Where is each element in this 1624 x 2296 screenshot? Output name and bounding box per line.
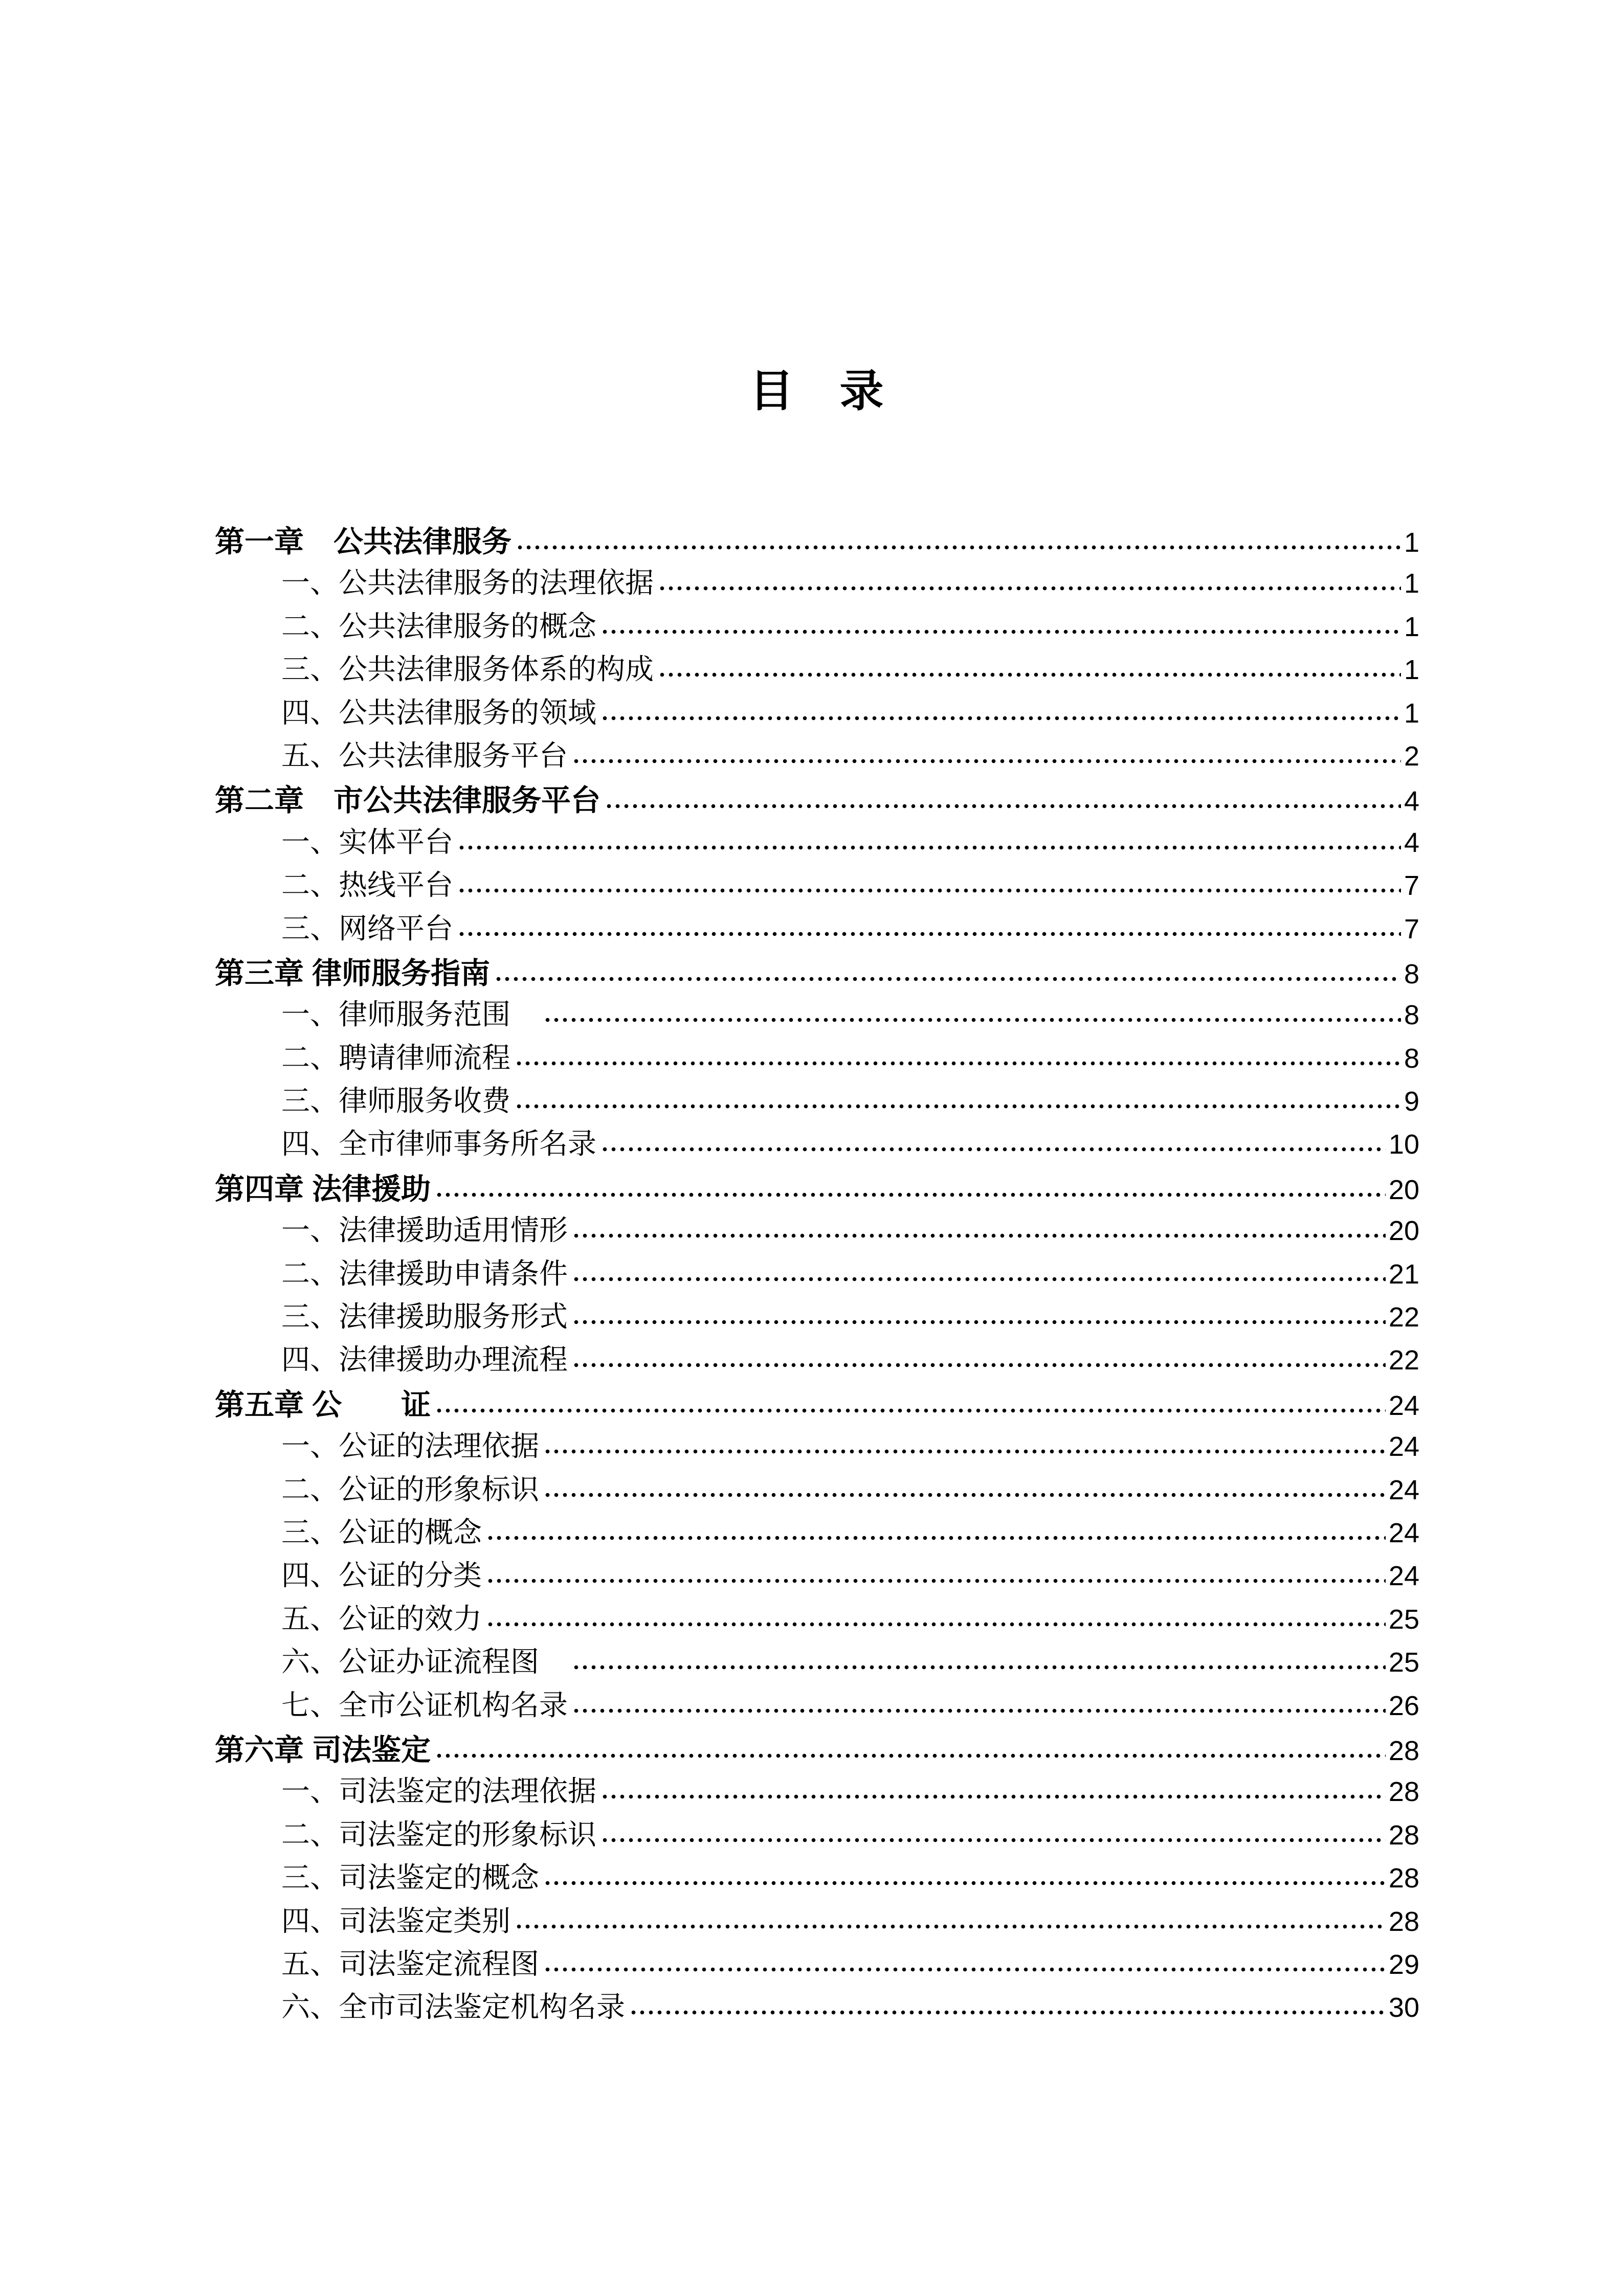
toc-entry[interactable] bbox=[215, 1165, 1419, 1208]
toc-leader-dots bbox=[572, 1319, 1386, 1325]
toc-leader-dots bbox=[572, 758, 1401, 764]
toc-entry-label: 第六章 司法鉴定 bbox=[215, 1733, 431, 1767]
toc-entry-page: 8 bbox=[1404, 958, 1419, 989]
toc-entry-label: 一、实体平台 bbox=[281, 826, 453, 859]
toc-entry[interactable] bbox=[215, 1510, 1419, 1553]
toc-entry-label: 五、公共法律服务平台 bbox=[281, 740, 568, 772]
toc-leader-dots bbox=[516, 544, 1401, 551]
toc-entry[interactable] bbox=[215, 1726, 1419, 1769]
toc-entry-label: 第三章 律师服务指南 bbox=[215, 956, 491, 990]
toc-leader-dots bbox=[600, 1146, 1386, 1153]
toc-entry-page: 8 bbox=[1404, 1043, 1419, 1074]
toc-entry-label: 六、全市司法鉴定机构名录 bbox=[281, 1992, 625, 2024]
toc-entry-label: 三、司法鉴定的概念 bbox=[281, 1862, 539, 1895]
toc-entry[interactable] bbox=[215, 690, 1419, 733]
toc-entry[interactable] bbox=[215, 949, 1419, 992]
toc-entry-page: 1 bbox=[1404, 655, 1419, 686]
toc-entry-label: 一、公证的法理依据 bbox=[281, 1431, 539, 1463]
toc-entry-page: 28 bbox=[1388, 1735, 1419, 1766]
toc-leader-dots bbox=[486, 1578, 1386, 1584]
toc-entry-label: 一、法律援助适用情形 bbox=[281, 1215, 568, 1247]
toc-entry-page: 8 bbox=[1404, 1000, 1419, 1031]
toc-entry-page: 24 bbox=[1388, 1474, 1419, 1505]
toc-leader-dots bbox=[486, 1535, 1386, 1541]
toc-entry[interactable] bbox=[215, 1639, 1419, 1682]
toc-leader-dots bbox=[435, 1407, 1386, 1414]
toc-entry-label: 第一章 公共法律服务 bbox=[215, 525, 512, 558]
toc-entry-label: 第四章 法律援助 bbox=[215, 1172, 431, 1206]
toc-entry-page: 20 bbox=[1388, 1215, 1419, 1247]
toc-entry[interactable] bbox=[215, 1036, 1419, 1078]
toc-entry-label: 二、热线平台 bbox=[281, 870, 453, 902]
toc-entry[interactable] bbox=[215, 1424, 1419, 1467]
toc-entry-label: 二、法律援助申请条件 bbox=[281, 1258, 568, 1290]
toc-entry-page: 30 bbox=[1388, 1992, 1419, 2023]
toc-leader-dots bbox=[515, 1060, 1401, 1067]
toc-entry-page: 7 bbox=[1404, 870, 1419, 902]
toc-entry[interactable] bbox=[215, 1121, 1419, 1164]
toc-entry[interactable] bbox=[215, 1208, 1419, 1251]
toc-entry[interactable] bbox=[215, 820, 1419, 863]
toc-leader-dots bbox=[457, 887, 1401, 894]
toc-entry[interactable] bbox=[215, 1337, 1419, 1380]
toc-entry-page: 7 bbox=[1404, 913, 1419, 944]
toc-entry[interactable] bbox=[215, 1553, 1419, 1596]
toc-entry[interactable] bbox=[215, 647, 1419, 690]
toc-entry-label: 三、律师服务收费 bbox=[281, 1086, 510, 1118]
toc-entry-page: 24 bbox=[1388, 1390, 1419, 1421]
toc-entry[interactable] bbox=[215, 1078, 1419, 1121]
toc-entry-label: 第五章 公 证 bbox=[215, 1388, 431, 1422]
toc-entry-label: 二、公共法律服务的概念 bbox=[281, 611, 596, 643]
toc-entry-page: 4 bbox=[1404, 786, 1419, 817]
toc-entry[interactable] bbox=[215, 863, 1419, 906]
toc-entry[interactable] bbox=[215, 560, 1419, 603]
toc-leader-dots bbox=[572, 1276, 1386, 1282]
toc-entry-page: 28 bbox=[1388, 1863, 1419, 1894]
toc-leader-dots bbox=[543, 1448, 1386, 1455]
toc-leader-dots bbox=[572, 1232, 1386, 1239]
toc-entry-page: 28 bbox=[1388, 1819, 1419, 1851]
toc-entry[interactable] bbox=[215, 776, 1419, 819]
toc-leader-dots bbox=[435, 1191, 1386, 1198]
toc-entry-label: 三、公共法律服务体系的构成 bbox=[281, 654, 654, 686]
toc-entry[interactable] bbox=[215, 906, 1419, 949]
toc-entry-page: 4 bbox=[1404, 827, 1419, 858]
toc-leader-dots bbox=[572, 1664, 1386, 1671]
toc-entry-page: 9 bbox=[1404, 1086, 1419, 1117]
toc-entry-page: 28 bbox=[1388, 1776, 1419, 1808]
toc-leader-dots bbox=[658, 585, 1401, 592]
toc-leader-dots bbox=[515, 1103, 1401, 1110]
toc-entry-page: 25 bbox=[1388, 1604, 1419, 1635]
page-title: 目 录 bbox=[749, 367, 885, 416]
toc-entry-page: 1 bbox=[1404, 568, 1419, 599]
toc-leader-dots bbox=[572, 1362, 1386, 1368]
toc-entry[interactable] bbox=[215, 1985, 1419, 2028]
toc-entry-label: 四、全市律师事务所名录 bbox=[281, 1129, 596, 1161]
table-of-contents bbox=[215, 517, 1419, 2028]
toc-entry-page: 22 bbox=[1388, 1345, 1419, 1376]
toc-leader-dots bbox=[600, 1837, 1386, 1843]
toc-entry-label: 三、公证的概念 bbox=[281, 1517, 482, 1549]
toc-entry-page: 25 bbox=[1388, 1647, 1419, 1678]
toc-entry-label: 四、公证的分类 bbox=[281, 1560, 482, 1592]
toc-entry-page: 1 bbox=[1404, 611, 1419, 642]
toc-entry-page: 10 bbox=[1388, 1129, 1419, 1160]
toc-entry-label: 四、司法鉴定类别 bbox=[281, 1905, 510, 1938]
toc-entry[interactable] bbox=[215, 992, 1419, 1035]
toc-entry-page: 29 bbox=[1388, 1949, 1419, 1980]
toc-entry-label: 六、公证办证流程图 bbox=[281, 1647, 568, 1679]
toc-entry-label: 四、公共法律服务的领域 bbox=[281, 697, 596, 729]
toc-entry-label: 三、法律援助服务形式 bbox=[281, 1301, 568, 1334]
toc-entry-page: 21 bbox=[1388, 1258, 1419, 1290]
toc-entry-label: 五、司法鉴定流程图 bbox=[281, 1948, 539, 1980]
toc-leader-dots bbox=[494, 976, 1401, 982]
toc-leader-dots bbox=[600, 715, 1401, 722]
toc-leader-dots bbox=[543, 1880, 1386, 1886]
toc-entry[interactable] bbox=[215, 1467, 1419, 1510]
toc-entry[interactable] bbox=[215, 604, 1419, 647]
toc-entry-page: 26 bbox=[1388, 1690, 1419, 1721]
toc-entry-label: 四、法律援助办理流程 bbox=[281, 1344, 568, 1377]
toc-entry-page: 24 bbox=[1388, 1561, 1419, 1592]
toc-leader-dots bbox=[543, 1017, 1401, 1023]
toc-entry-page: 1 bbox=[1404, 697, 1419, 729]
toc-entry-label: 二、司法鉴定的形象标识 bbox=[281, 1819, 596, 1851]
toc-entry[interactable] bbox=[215, 517, 1419, 560]
toc-leader-dots bbox=[457, 844, 1401, 851]
toc-leader-dots bbox=[658, 671, 1401, 678]
toc-leader-dots bbox=[457, 931, 1401, 937]
toc-leader-dots bbox=[629, 2009, 1386, 2016]
toc-entry-page: 24 bbox=[1388, 1517, 1419, 1548]
toc-entry[interactable] bbox=[215, 1596, 1419, 1639]
toc-entry-page: 2 bbox=[1404, 740, 1419, 772]
toc-entry[interactable] bbox=[215, 1381, 1419, 1424]
toc-entry[interactable] bbox=[215, 1683, 1419, 1726]
toc-leader-dots bbox=[600, 628, 1401, 635]
toc-entry-page: 22 bbox=[1388, 1302, 1419, 1333]
toc-leader-dots bbox=[515, 1923, 1386, 1930]
toc-entry[interactable] bbox=[215, 733, 1419, 776]
toc-entry-label: 一、司法鉴定的法理依据 bbox=[281, 1776, 596, 1808]
toc-entry-label: 一、公共法律服务的法理依据 bbox=[281, 568, 654, 600]
toc-entry-page: 1 bbox=[1404, 527, 1419, 558]
toc-entry[interactable] bbox=[215, 1899, 1419, 1942]
toc-entry-label: 二、聘请律师流程 bbox=[281, 1042, 510, 1074]
toc-entry[interactable] bbox=[215, 1855, 1419, 1898]
toc-entry-page: 24 bbox=[1388, 1431, 1419, 1462]
toc-entry-page: 20 bbox=[1388, 1174, 1419, 1205]
toc-entry-label: 第二章 市公共法律服务平台 bbox=[215, 784, 601, 818]
toc-leader-dots bbox=[605, 803, 1401, 809]
toc-leader-dots bbox=[543, 1966, 1386, 1973]
toc-leader-dots bbox=[572, 1707, 1386, 1714]
toc-entry[interactable] bbox=[215, 1769, 1419, 1812]
toc-entry[interactable] bbox=[215, 1942, 1419, 1985]
toc-entry-label: 七、全市公证机构名录 bbox=[281, 1690, 568, 1722]
toc-entry-page: 28 bbox=[1388, 1906, 1419, 1937]
toc-entry-label: 一、律师服务范围 bbox=[281, 999, 539, 1031]
toc-entry-label: 三、网络平台 bbox=[281, 913, 453, 945]
toc-leader-dots bbox=[600, 1793, 1386, 1800]
toc-leader-dots bbox=[543, 1492, 1386, 1498]
toc-entry[interactable] bbox=[215, 1812, 1419, 1855]
toc-entry[interactable] bbox=[215, 1251, 1419, 1294]
toc-leader-dots bbox=[435, 1752, 1386, 1759]
toc-entry-label: 二、公证的形象标识 bbox=[281, 1474, 539, 1506]
toc-entry[interactable] bbox=[215, 1294, 1419, 1337]
toc-leader-dots bbox=[486, 1621, 1386, 1628]
toc-entry-label: 五、公证的效力 bbox=[281, 1603, 482, 1635]
